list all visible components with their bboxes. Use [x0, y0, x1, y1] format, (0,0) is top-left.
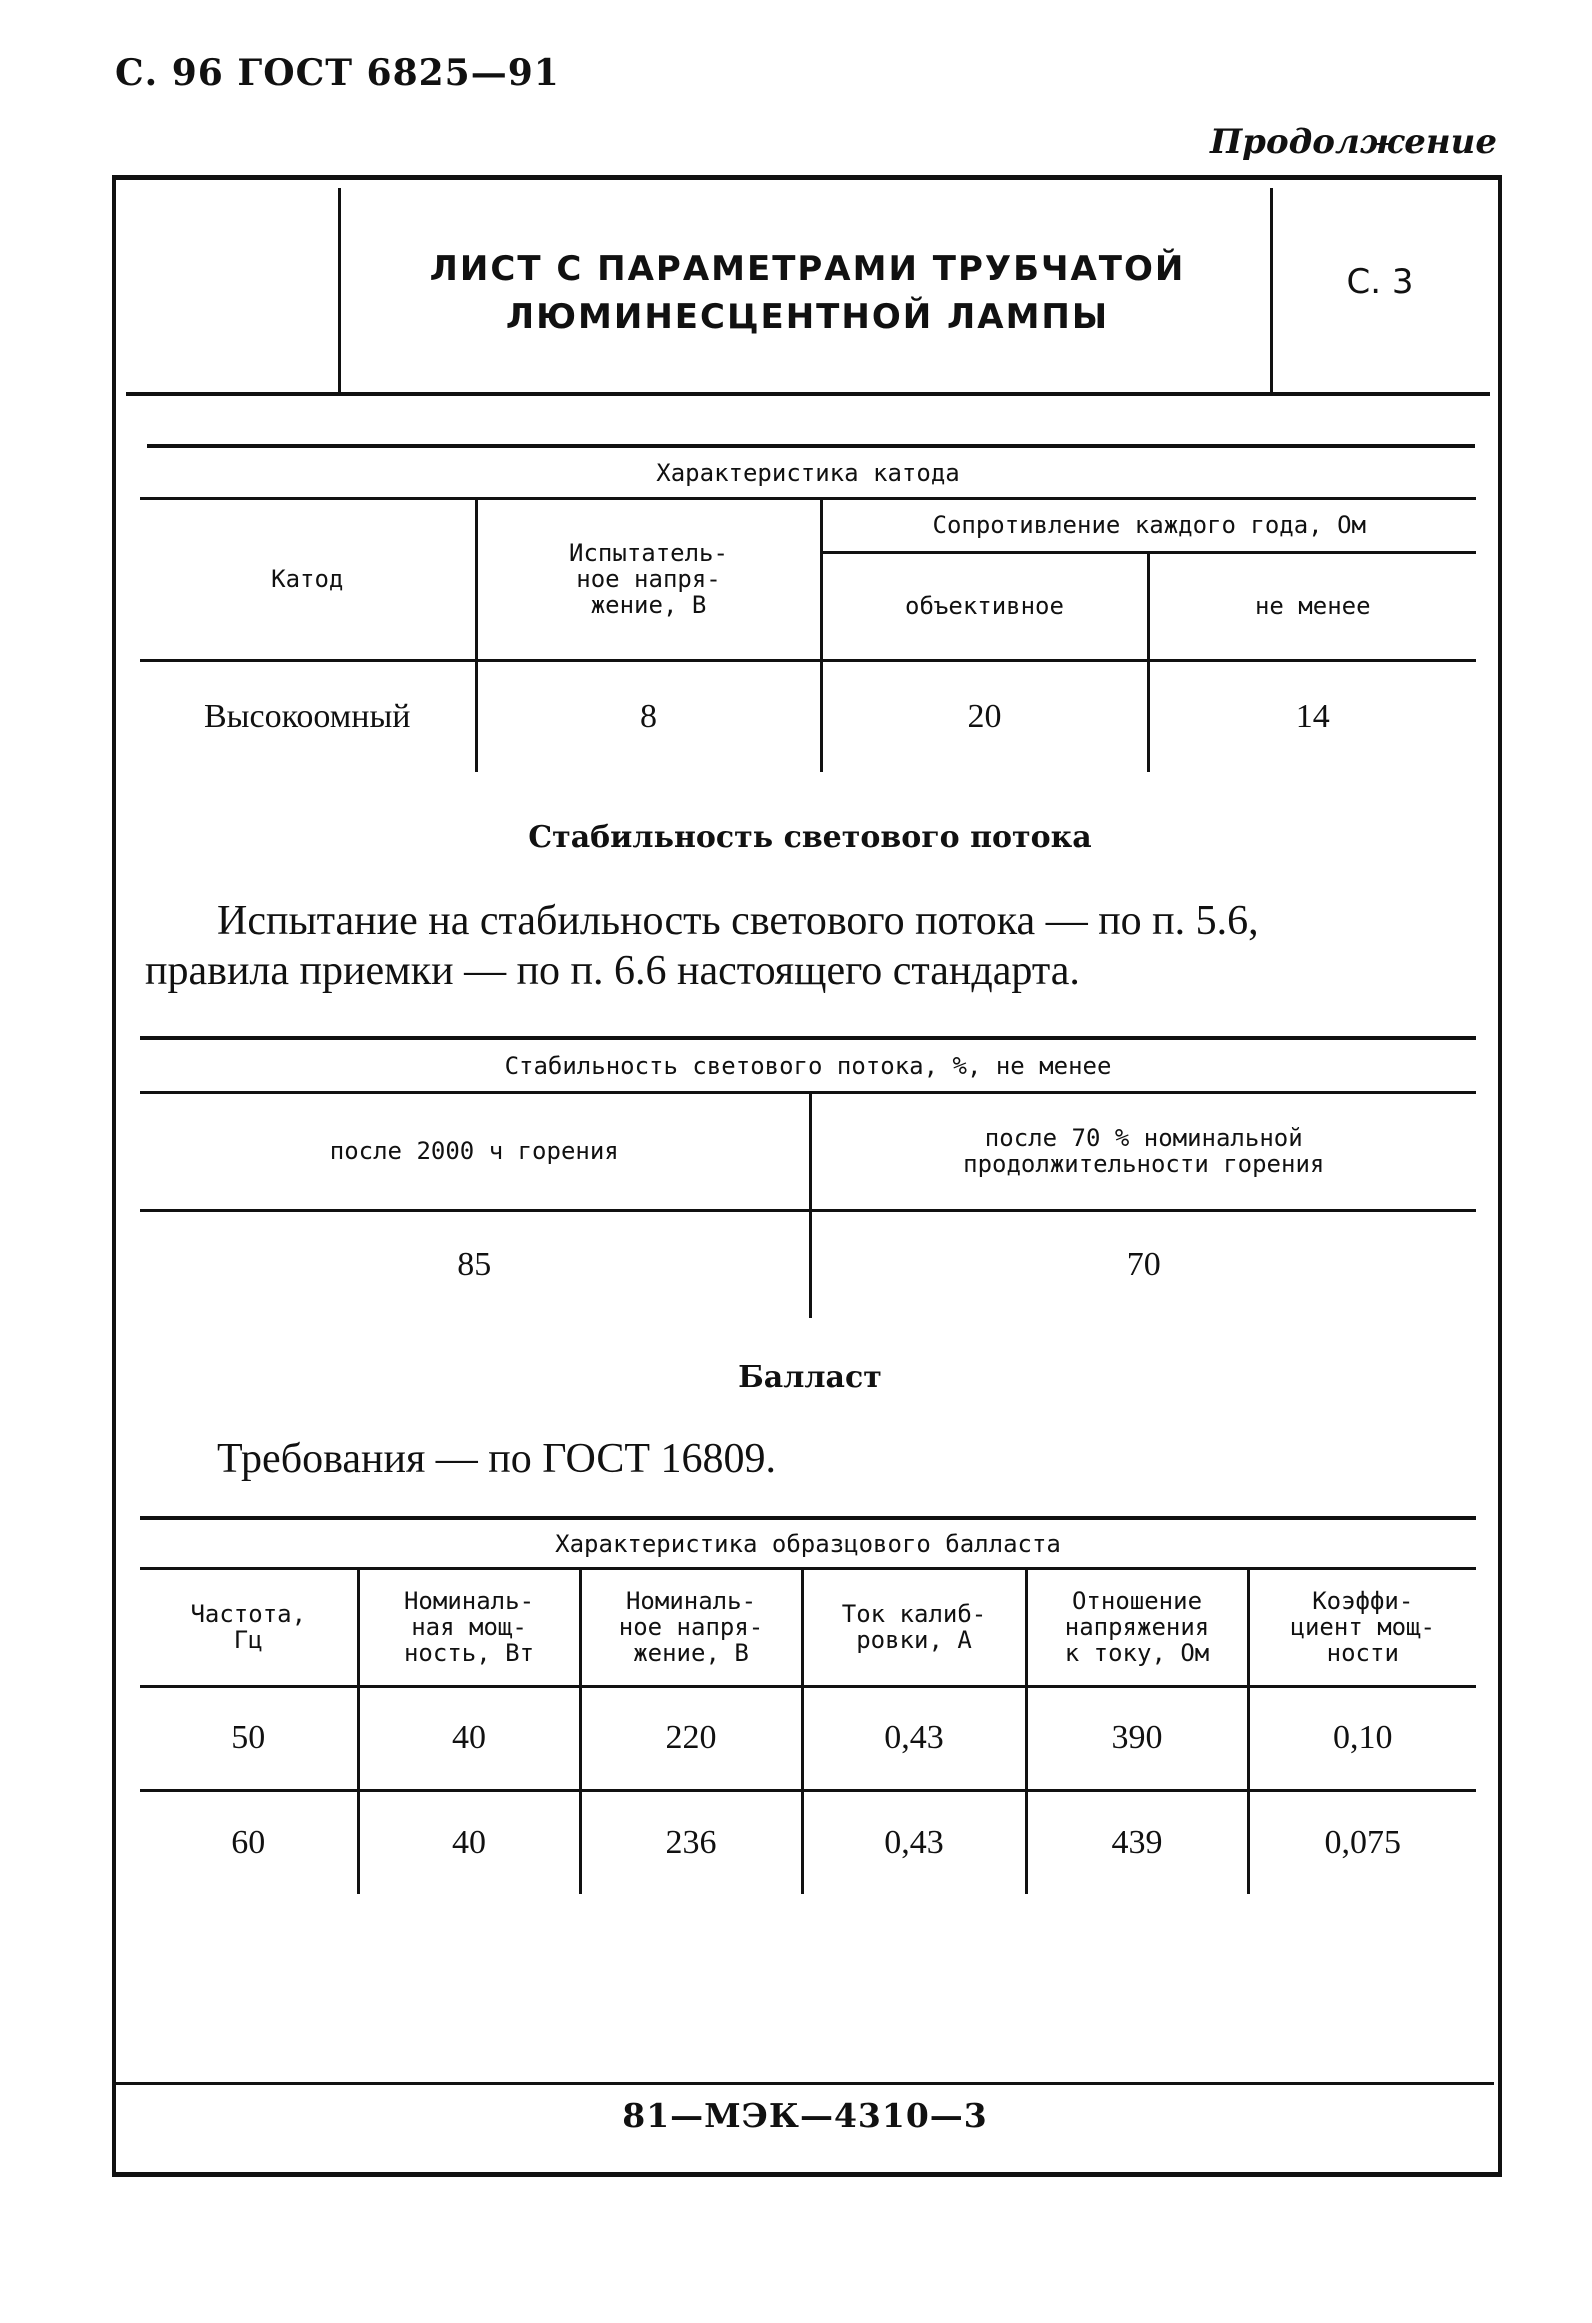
sheet-title-line2: ЛЮМИНЕСЦЕНТНОЙ ЛАМПЫ — [505, 297, 1110, 337]
stability-table — [140, 1042, 1476, 1318]
ballast-col-4-line-2: к току, Ом — [1064, 1639, 1210, 1667]
ballast-cell: 390 — [1026, 1686, 1248, 1790]
table-row — [140, 1790, 1476, 1894]
cell-min: 14 — [1148, 660, 1476, 772]
col-test-voltage-l3: жение, В — [590, 591, 707, 619]
ballast-col-0-line-1: Гц — [233, 1626, 263, 1654]
cell-after-70: 70 — [810, 1210, 1476, 1318]
title-divider-left — [338, 188, 341, 396]
ballast-col-1 — [358, 1568, 580, 1686]
ballast-col-3-line-1: ровки, А — [856, 1626, 972, 1654]
ballast-col-5-line-2: ности — [1326, 1639, 1399, 1667]
sheet-title — [345, 245, 1270, 341]
stability-table-top-rule — [140, 1036, 1476, 1040]
ballast-col-2-line-0: Номиналь- — [625, 1587, 757, 1615]
stability-heading: Стабильность светового потока — [528, 820, 1092, 855]
ballast-cell: 0,10 — [1248, 1686, 1476, 1790]
ballast-cell: 0,075 — [1248, 1790, 1476, 1894]
ballast-cell: 0,43 — [802, 1686, 1026, 1790]
ballast-cell: 50 — [231, 1719, 266, 1756]
ballast-col-2-line-2: жение, В — [633, 1639, 749, 1667]
title-bottom-rule — [126, 392, 1490, 396]
col-resistance-group: Сопротивление каждого года, Ом — [821, 498, 1476, 552]
stability-text-line2: правила приемки — по п. 6.6 настоящего стандарта. — [145, 948, 1080, 994]
cathode-table-caption: Характеристика катода — [656, 459, 960, 488]
col-objective: объективное — [821, 552, 1148, 660]
ballast-col-5 — [1248, 1568, 1476, 1686]
ballast-col-4-line-0: Отношение — [1071, 1587, 1203, 1615]
col-test-voltage — [476, 498, 821, 660]
cell-voltage: 8 — [476, 660, 821, 772]
col-after-70 — [810, 1092, 1476, 1210]
col-test-voltage-l1: Испытатель- — [569, 539, 728, 567]
sheet-title-line1: ЛИСТ С ПАРАМЕТРАМИ ТРУБЧАТОЙ — [429, 249, 1186, 289]
ballast-col-1-line-1: ная мощ- — [411, 1613, 527, 1641]
stability-text-line1: Испытание на стабильность светового потока — по п. 5.6, — [217, 898, 1259, 944]
ballast-col-1-line-0: Номиналь- — [403, 1587, 535, 1615]
ballast-cell: 439 — [1026, 1790, 1248, 1894]
ballast-col-4 — [1026, 1568, 1248, 1686]
ballast-col-2-line-1: ное напря- — [618, 1613, 764, 1641]
col-min: не менее — [1148, 552, 1476, 660]
stability-table-caption: Стабильность светового потока, %, не менее — [504, 1052, 1112, 1081]
sheet-page-number: С. 3 — [1346, 262, 1414, 302]
ballast-col-1-line-2: ность, Вт — [403, 1639, 535, 1667]
ballast-cell: 40 — [358, 1686, 580, 1790]
col-after-70-l1: после 70 % номинальной — [984, 1124, 1303, 1152]
ballast-col-5-line-0: Коэффи- — [1312, 1587, 1414, 1615]
cathode-table — [140, 450, 1476, 772]
cell-objective: 20 — [821, 660, 1148, 772]
ballast-table — [140, 1522, 1476, 1894]
col-after-2000: после 2000 ч горения — [329, 1137, 619, 1165]
ballast-cell: 236 — [580, 1790, 802, 1894]
col-cathode: Катод — [271, 565, 344, 593]
ballast-col-0-line-0: Частота, — [190, 1600, 307, 1628]
cathode-table-top-rule — [147, 444, 1475, 448]
ballast-cell: 0,43 — [802, 1790, 1026, 1894]
stability-text — [145, 896, 1485, 996]
ballast-col-3-line-0: Ток калиб- — [841, 1600, 987, 1628]
ballast-table-caption: Характеристика образцового балласта — [555, 1530, 1061, 1559]
ballast-col-5-line-1: циент мощ- — [1290, 1613, 1436, 1641]
ballast-text — [145, 1434, 1485, 1484]
ballast-col-4-line-1: напряжения — [1064, 1613, 1210, 1641]
ballast-col-2 — [580, 1568, 802, 1686]
ballast-cell: 40 — [358, 1790, 580, 1894]
title-divider-right — [1270, 188, 1273, 396]
ballast-cell: 60 — [231, 1823, 266, 1861]
document-id: С. 96 ГОСТ 6825—91 — [115, 52, 560, 94]
footer-rule — [116, 2082, 1494, 2085]
continuation-label: Продолжение — [1210, 122, 1497, 162]
col-test-voltage-l2: ное напря- — [576, 565, 721, 593]
cell-after-2000: 85 — [457, 1245, 492, 1283]
table-row — [140, 1686, 1476, 1790]
footer-code: 81—МЭК—4310—3 — [622, 2096, 988, 2135]
ballast-col-0 — [140, 1568, 358, 1686]
col-after-70-l2: продолжительности горения — [963, 1150, 1325, 1178]
ballast-heading: Балласт — [738, 1360, 882, 1395]
ballast-table-top-rule — [140, 1516, 1476, 1520]
cell-cathode: Высокоомный — [203, 697, 411, 735]
ballast-col-3 — [802, 1568, 1026, 1686]
ballast-cell: 220 — [580, 1686, 802, 1790]
ballast-text-line: Требования — по ГОСТ 16809. — [217, 1436, 776, 1482]
